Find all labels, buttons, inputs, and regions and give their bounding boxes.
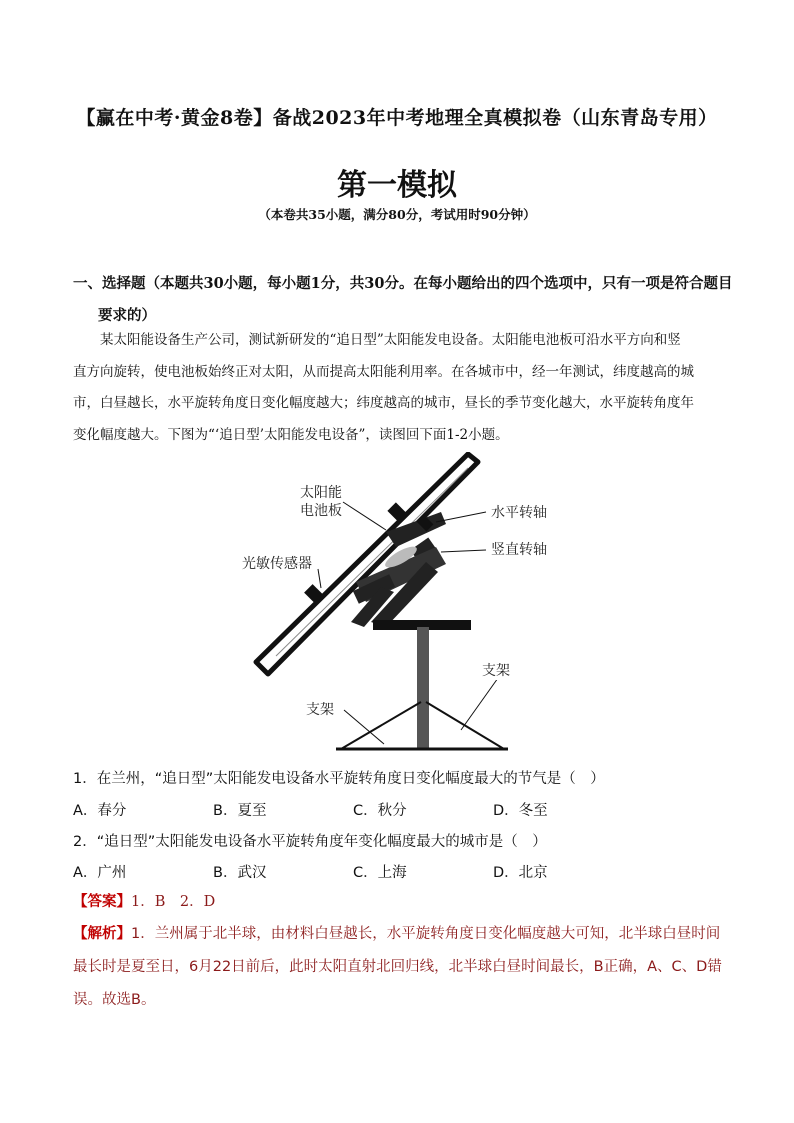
label-solar-panel-line-1: 太阳能 bbox=[300, 485, 342, 501]
reading-passage bbox=[73, 325, 725, 451]
analysis-tag: 【解析】 bbox=[73, 926, 131, 942]
passage-line-2: 直方向旋转，使电池板始终正对太阳，从而提高太阳能利用率。在各城市中，经一年测试，纬度越高的城 bbox=[73, 363, 694, 380]
option-b: B．武汉 bbox=[213, 865, 267, 881]
passage-line-4: 变化幅度越大。下图为“‘追日型’太阳能发电设备”，读图回下面1-2小题。 bbox=[73, 426, 509, 443]
answer-tag: 【答案】 bbox=[73, 893, 131, 910]
label-vertical-axis: 竖直转轴 bbox=[491, 542, 547, 558]
analysis-block bbox=[73, 918, 725, 1017]
passage-line-3: 市，白昼越长，水平旋转角度日变化幅度越大；纬度越高的城市，昼长的季节变化越大，水平旋转角度年 bbox=[73, 395, 694, 411]
passage-line-1: 某太阳能设备生产公司，测试新研发的“追日型”太阳能发电设备。太阳能电池板可沿水平方向和竖 bbox=[100, 332, 681, 348]
label-support-left: 支架 bbox=[306, 702, 334, 718]
question-1-stem: 1．在兰州，“追日型”太阳能发电设备水平旋转角度日变化幅度最大的节气是（ ） bbox=[73, 771, 605, 787]
option-d: D．冬至 bbox=[493, 803, 548, 819]
label-solar-panel bbox=[300, 484, 342, 520]
option-b: B．夏至 bbox=[213, 803, 267, 819]
option-c: C．秋分 bbox=[353, 803, 407, 819]
section-heading-line-1: 一、选择题（本题共30小题，每小题1分，共30分。在每小题给出的四个选项中，只有一项是符合题目 bbox=[73, 275, 733, 292]
series-title: 【赢在中考·黄金8卷】备战2023年中考地理全真模拟卷（山东青岛专用） bbox=[76, 107, 718, 129]
support-pole bbox=[417, 627, 429, 749]
leader-sensor bbox=[318, 569, 321, 588]
label-horizontal-axis: 水平转轴 bbox=[491, 505, 547, 521]
solar-tracker-drawing bbox=[236, 452, 556, 752]
page-title: 第一模拟 bbox=[337, 168, 457, 203]
leader-vertical-axis bbox=[441, 550, 486, 552]
leader-panel bbox=[343, 502, 386, 530]
section-heading bbox=[73, 268, 733, 332]
solar-tracker-figure bbox=[236, 452, 556, 752]
label-support-right: 支架 bbox=[482, 663, 510, 679]
answer-block bbox=[73, 890, 215, 911]
option-a: A．春分 bbox=[73, 803, 127, 819]
option-d: D．北京 bbox=[493, 865, 548, 881]
section-heading-line-2: 要求的） bbox=[98, 307, 156, 324]
answer-text: 1．B 2．D bbox=[131, 894, 216, 910]
leader-support-right bbox=[461, 678, 498, 730]
exam-note: （本卷共35小题，满分80分，考试用时90分钟） bbox=[258, 207, 536, 222]
option-c: C．上海 bbox=[353, 865, 407, 881]
leader-horizontal-axis bbox=[436, 512, 486, 522]
label-light-sensor: 光敏传感器 bbox=[242, 556, 312, 572]
label-solar-panel-line-2: 电池板 bbox=[300, 503, 342, 519]
stand-leg-right bbox=[426, 702, 504, 749]
question-2-stem: 2．“追日型”太阳能发电设备水平旋转角度年变化幅度最大的城市是（ ） bbox=[73, 834, 547, 850]
analysis-text: 1．兰州属于北半球，由材料白昼越长，水平旋转角度日变化幅度越大可知，北半球白昼时间最长时是夏至日，6月22日前后，此时太阳直射北回归线，北半球白昼时间最长，B正确，A、C、D错误。故选B。 bbox=[73, 926, 722, 1008]
option-a: A．广州 bbox=[73, 865, 127, 881]
